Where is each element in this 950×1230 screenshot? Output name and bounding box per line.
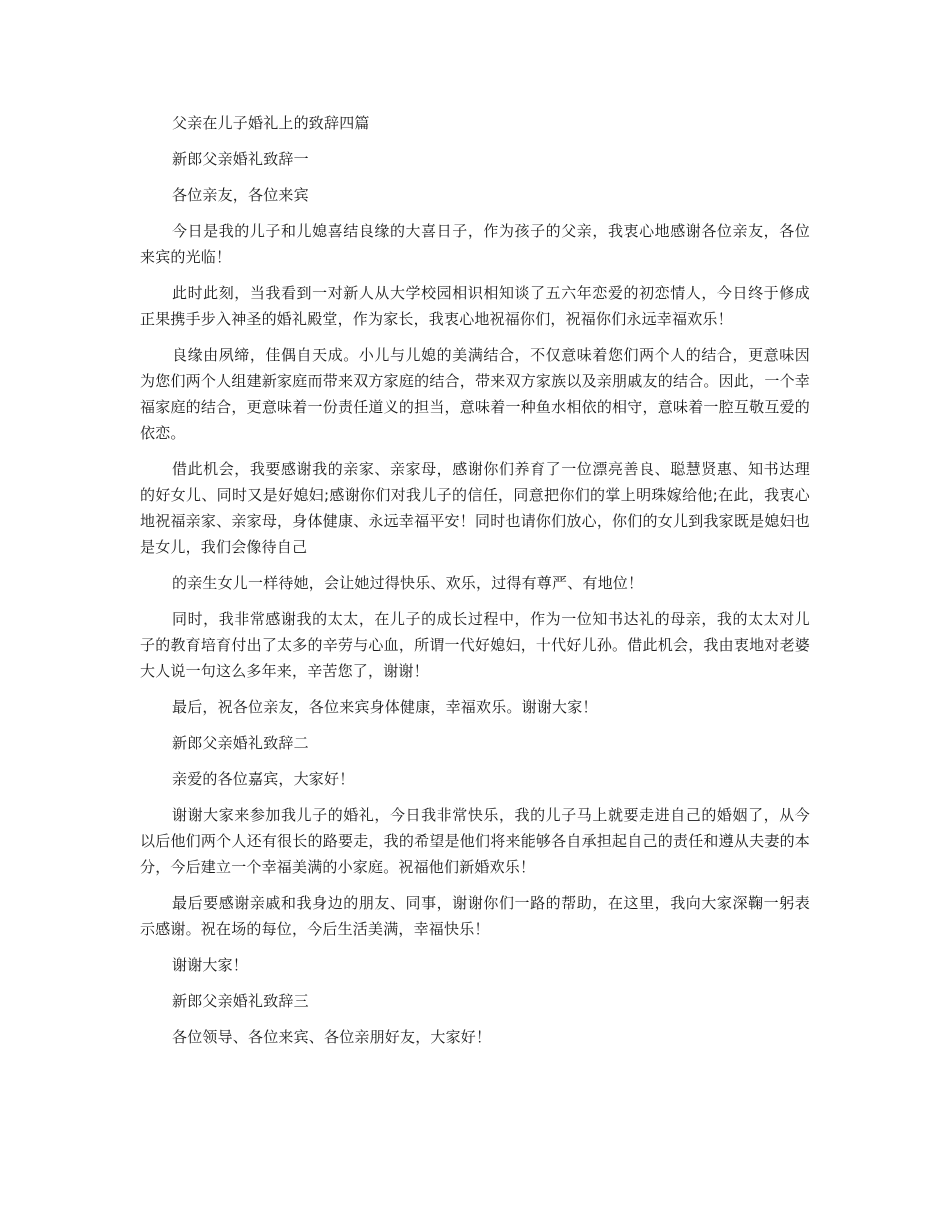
body-paragraph: 最后，祝各位亲友，各位来宾身体健康，幸福欢乐。谢谢大家！ [172, 698, 598, 716]
body-paragraph: 的亲生女儿一样待她，会让她过得快乐、欢乐，过得有尊严、有地位！ [172, 574, 644, 592]
body-paragraph: 谢谢大家！ [172, 956, 249, 974]
salutation: 各位亲友，各位来宾 [172, 186, 309, 204]
body-paragraph: 同时，我非常感谢我的太太，在儿子的成长过程中，作为一位知书达礼的母亲，我的太太对儿子的教育培育付出了太多的辛劳与心血，所谓一代好媳妇，十代好儿孙。借此机会，我由衷地对老婆大人说一句这么多年来，辛苦您了，谢谢！ [140, 610, 810, 680]
document-title: 父亲在儿子婚礼上的致辞四篇 [172, 114, 370, 132]
body-paragraph: 借此机会，我要感谢我的亲家、亲家母，感谢你们养育了一位漂亮善良、聪慧贤惠、知书达理的好女儿、同时又是好媳妇;感谢你们对我儿子的信任，同意把你们的掌上明珠嫁给他;在此，我衷心地祝福亲家、亲家母，身体健康、永远幸福平安！同时也请你们放心，你们的女儿到我家既是媳妇也是女儿，我们会像待自己 [140, 460, 810, 556]
body-paragraph: 此时此刻，当我看到一对新人从大学校园相识相知谈了五六年恋爱的初恋情人，今日终于修成正果携手步入神圣的婚礼殿堂，作为家长，我衷心地祝福你们，祝福你们永远幸福欢乐！ [140, 284, 810, 328]
body-paragraph: 谢谢大家来参加我儿子的婚礼，今日我非常快乐，我的儿子马上就要走进自己的婚姻了，从今以后他们两个人还有很长的路要走，我的希望是他们将来能够各自承担起自己的责任和遵从夫妻的本分，今后建立一个幸福美满的小家庭。祝福他们新婚欢乐！ [140, 806, 810, 876]
section-heading: 新郎父亲婚礼致辞一 [172, 150, 309, 168]
salutation: 各位领导、各位来宾、各位亲朋好友，大家好！ [172, 1028, 492, 1046]
section-heading: 新郎父亲婚礼致辞三 [172, 992, 309, 1010]
body-paragraph: 良缘由夙缔，佳偶自天成。小儿与儿媳的美满结合，不仅意味着您们两个人的结合，更意味因为您们两个人组建新家庭而带来双方家庭的结合，带来双方家族以及亲朋戚友的结合。因此，一个幸福家庭的结合，更意味着一份责任道义的担当，意味着一种鱼水相依的相守，意味着一腔互敬互爱的依恋。 [140, 346, 810, 442]
section-heading: 新郎父亲婚礼致辞二 [172, 734, 309, 752]
body-paragraph: 今日是我的儿子和儿媳喜结良缘的大喜日子，作为孩子的父亲，我衷心地感谢各位亲友，各位来宾的光临！ [140, 222, 810, 266]
body-paragraph: 最后要感谢亲戚和我身边的朋友、同事，谢谢你们一路的帮助，在这里，我向大家深鞠一躬表示感谢。祝在场的每位，今后生活美满，幸福快乐！ [140, 894, 810, 938]
salutation: 亲爱的各位嘉宾，大家好！ [172, 770, 355, 788]
document-page [140, 110, 810, 1060]
